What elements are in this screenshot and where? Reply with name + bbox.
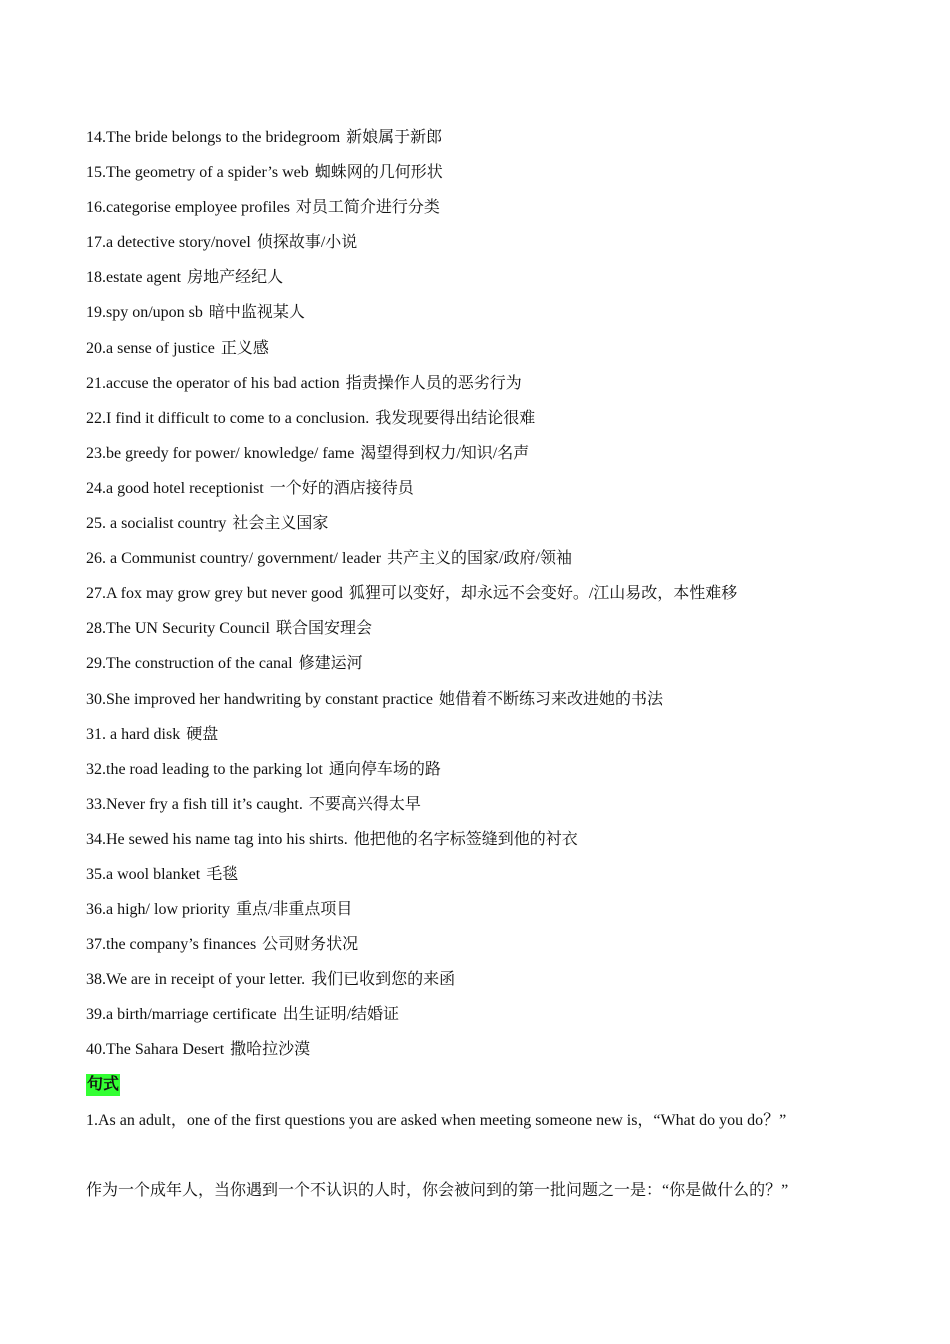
phrase-item (86, 225, 866, 260)
phrase-item (86, 752, 866, 787)
phrase-item (86, 506, 866, 541)
phrase-item (86, 576, 866, 611)
phrase-chinese: 房地产经纪人 (187, 269, 284, 287)
phrase-chinese: 出生证明/结婚证 (282, 1006, 400, 1024)
phrase-item (86, 857, 866, 892)
phrase-chinese: 她借着不断练习来改进她的书法 (439, 690, 664, 708)
phrase-english: 23.be greedy for power/ knowledge/ fame (86, 444, 355, 462)
phrase-chinese: 指责操作人员的恶劣行为 (345, 374, 522, 392)
phrase-item (86, 611, 866, 646)
phrase-english: 24.a good hotel receptionist (86, 479, 264, 497)
phrase-english: 19.spy on/upon sb (86, 304, 203, 322)
section-heading: 句式 (86, 1074, 120, 1096)
phrase-english: 34.He sewed his name tag into his shirts. (86, 830, 348, 848)
phrase-item (86, 1032, 866, 1067)
phrase-chinese: 不要高兴得太早 (308, 795, 421, 813)
phrase-item (86, 471, 866, 506)
phrase-english: 39.a birth/marriage certificate (86, 1006, 277, 1024)
phrase-chinese: 毛毯 (206, 865, 239, 883)
phrase-chinese: 社会主义国家 (232, 515, 329, 533)
sentence-english: 1.As an adult，one of the first questions you are asked when meeting someone new is，“What do you do？” (86, 1112, 787, 1129)
phrase-chinese: 修建运河 (298, 655, 363, 673)
phrase-item (86, 295, 866, 330)
phrase-english: 25. a socialist country (86, 515, 227, 533)
phrase-item (86, 401, 866, 436)
phrase-english: 37.the company’s finances (86, 936, 257, 954)
phrase-item (86, 787, 866, 822)
phrase-chinese: 他把他的名字标签缝到他的衬衣 (353, 830, 578, 848)
phrase-english: 33.Never fry a fish till it’s caught. (86, 795, 303, 813)
phrase-english: 14.The bride belongs to the bridegroom (86, 129, 341, 146)
phrase-english: 28.The UN Security Council (86, 620, 270, 638)
phrase-english: 20.a sense of justice (86, 339, 215, 357)
phrase-item (86, 155, 866, 190)
phrase-english: 36.a high/ low priority (86, 901, 230, 919)
phrase-item (86, 436, 866, 471)
phrase-item (86, 646, 866, 681)
phrase-english: 40.The Sahara Desert (86, 1041, 225, 1059)
phrase-english: 31. a hard disk (86, 725, 181, 743)
phrase-english: 32.the road leading to the parking lot (86, 760, 323, 778)
phrase-item (86, 927, 866, 962)
phrase-english: 18.estate agent (86, 269, 182, 287)
phrase-chinese: 重点/非重点项目 (235, 901, 353, 919)
phrase-item (86, 962, 866, 997)
phrase-chinese: 狐狸可以变好，却永远不会变好。/江山易改，本性难移 (348, 585, 738, 603)
phrase-chinese: 新娘属于新郎 (346, 129, 443, 146)
phrase-item (86, 682, 866, 717)
phrase-english: 17.a detective story/novel (86, 234, 251, 252)
phrase-chinese: 通向停车场的路 (328, 760, 441, 778)
phrase-item (86, 120, 866, 155)
phrase-english: 30.She improved her handwriting by constant practice (86, 690, 434, 708)
phrase-item (86, 822, 866, 857)
phrase-english: 16.categorise employee profiles (86, 199, 290, 217)
phrase-item (86, 997, 866, 1032)
phrase-item (86, 190, 866, 225)
phrase-item (86, 260, 866, 295)
phrase-chinese: 公司财务状况 (262, 936, 359, 954)
phrase-english: 15.The geometry of a spider’s web (86, 164, 309, 182)
phrase-item (86, 717, 866, 752)
phrase-item (86, 892, 866, 927)
phrase-chinese: 硬盘 (186, 725, 219, 743)
phrase-item (86, 331, 866, 366)
phrase-english: 38.We are in receipt of your letter. (86, 971, 306, 989)
phrase-chinese: 正义感 (220, 339, 269, 357)
phrase-item (86, 541, 866, 576)
phrase-item (86, 366, 866, 401)
phrase-english: 35.a wool blanket (86, 865, 201, 883)
phrase-list (86, 120, 866, 1068)
phrase-chinese: 共产主义的国家/政府/领袖 (387, 550, 572, 568)
phrase-chinese: 我发现要得出结论很难 (375, 409, 536, 427)
sentence-chinese: 作为一个成年人，当你遇到一个不认识的人时，你会被问到的第一批问题之一是：“你是做什么的？” (86, 1182, 789, 1199)
phrase-chinese: 对员工简介进行分类 (295, 199, 440, 217)
phrase-chinese: 撒哈拉沙漠 (230, 1041, 311, 1059)
phrase-chinese: 渴望得到权力/知识/名声 (360, 444, 530, 462)
phrase-chinese: 我们已收到您的来函 (311, 971, 456, 989)
phrase-chinese: 蜘蛛网的几何形状 (314, 164, 443, 182)
phrase-chinese: 一个好的酒店接待员 (269, 479, 414, 497)
phrase-english: 21.accuse the operator of his bad action (86, 374, 340, 392)
phrase-chinese: 暗中监视某人 (208, 304, 305, 322)
phrase-chinese: 联合国安理会 (275, 620, 372, 638)
phrase-chinese: 侦探故事/小说 (256, 234, 358, 252)
phrase-english: 27.A fox may grow grey but never good (86, 585, 343, 603)
phrase-english: 26. a Communist country/ government/ leader (86, 550, 382, 568)
phrase-english: 22.I find it difficult to come to a conclusion. (86, 409, 370, 427)
phrase-english: 29.The construction of the canal (86, 655, 293, 673)
